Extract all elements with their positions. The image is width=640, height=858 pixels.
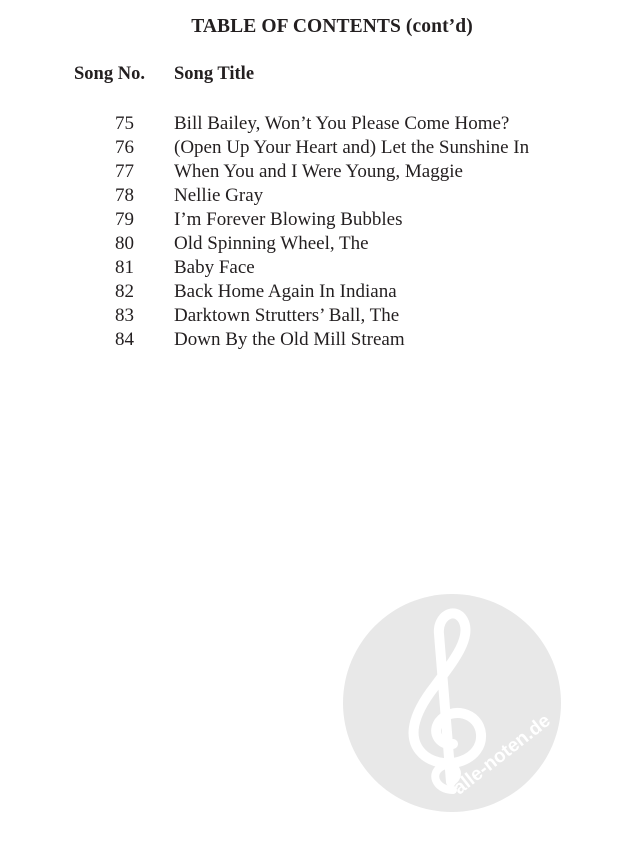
toc-row bbox=[0, 328, 640, 352]
song-title: Back Home Again In Indiana bbox=[174, 281, 397, 302]
toc-row bbox=[0, 304, 640, 328]
column-header-song-title: Song Title bbox=[174, 64, 255, 84]
toc-list bbox=[0, 112, 640, 352]
song-title: (Open Up Your Heart and) Let the Sunshine In bbox=[174, 137, 530, 158]
watermark bbox=[343, 594, 561, 812]
treble-clef-icon bbox=[343, 594, 561, 812]
toc-row bbox=[0, 232, 640, 256]
song-number: 84 bbox=[115, 329, 134, 350]
song-title: Darktown Strutters’ Ball, The bbox=[174, 305, 400, 326]
toc-row bbox=[0, 280, 640, 304]
song-number: 79 bbox=[115, 209, 134, 230]
toc-row bbox=[0, 160, 640, 184]
song-title: Nellie Gray bbox=[174, 185, 264, 206]
watermark-text: alle-noten.de bbox=[449, 710, 555, 800]
toc-row bbox=[0, 208, 640, 232]
song-number: 76 bbox=[115, 137, 134, 158]
song-title: When You and I Were Young, Maggie bbox=[174, 161, 463, 182]
toc-row bbox=[0, 184, 640, 208]
song-number: 75 bbox=[115, 113, 134, 134]
page-title: TABLE OF CONTENTS (cont’d) bbox=[191, 16, 473, 37]
song-title: Down By the Old Mill Stream bbox=[174, 329, 405, 350]
song-title: Old Spinning Wheel, The bbox=[174, 233, 369, 254]
song-number: 82 bbox=[115, 281, 134, 302]
song-title: Bill Bailey, Won’t You Please Come Home? bbox=[174, 113, 510, 134]
toc-row bbox=[0, 112, 640, 136]
song-title: I’m Forever Blowing Bubbles bbox=[174, 209, 403, 230]
song-number: 81 bbox=[115, 257, 134, 278]
toc-row bbox=[0, 256, 640, 280]
song-number: 78 bbox=[115, 185, 134, 206]
column-header-song-number: Song No. bbox=[74, 64, 145, 84]
toc-row bbox=[0, 136, 640, 160]
song-number: 77 bbox=[115, 161, 134, 182]
song-number: 80 bbox=[115, 233, 134, 254]
song-title: Baby Face bbox=[174, 257, 255, 278]
song-number: 83 bbox=[115, 305, 134, 326]
